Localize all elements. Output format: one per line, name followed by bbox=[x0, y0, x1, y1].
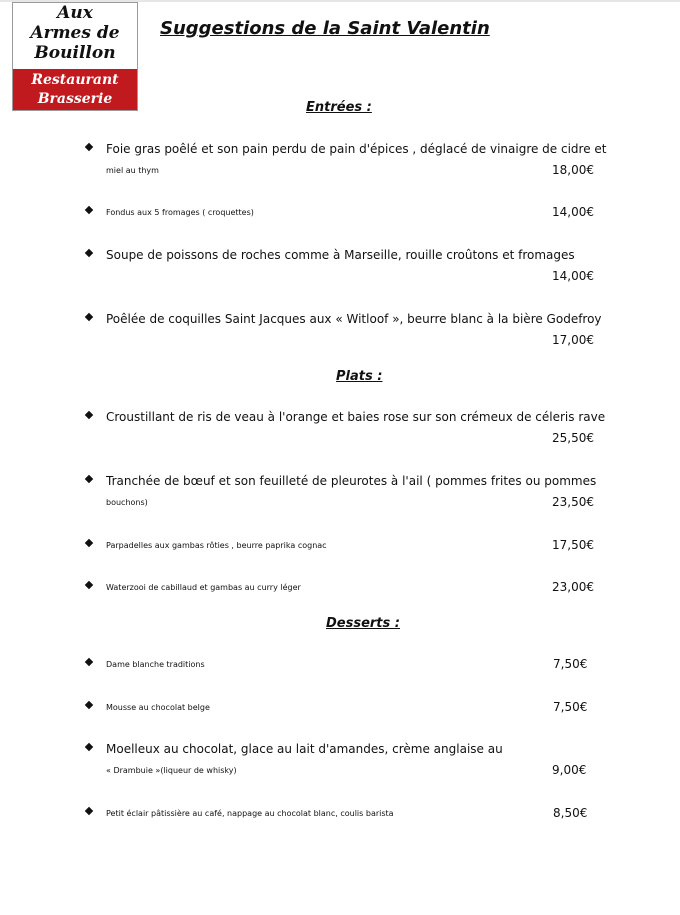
bullet-icon bbox=[85, 313, 93, 321]
item-price: 7,50€ bbox=[553, 700, 588, 714]
bullet-icon bbox=[85, 581, 93, 589]
bullet-icon bbox=[85, 658, 93, 666]
item-price: 9,00€ bbox=[552, 763, 587, 777]
logo-line: Bouillon bbox=[34, 43, 116, 63]
menu-item bbox=[86, 139, 626, 181]
logo-name bbox=[13, 3, 137, 67]
bullet-icon bbox=[85, 743, 93, 751]
section-heading-desserts: Desserts : bbox=[326, 616, 400, 631]
logo-line: Brasserie bbox=[37, 91, 113, 107]
bullet-icon bbox=[85, 143, 93, 151]
logo-line: Armes de bbox=[30, 23, 120, 43]
logo-line: Restaurant bbox=[31, 72, 119, 88]
item-description: Waterzooi de cabillaud et gambas au curry léger bbox=[106, 583, 301, 592]
item-description: Mousse au chocolat belge bbox=[106, 703, 210, 712]
item-description: Soupe de poissons de roches comme à Marseille, rouille croûtons et fromages bbox=[106, 248, 575, 262]
menu-item bbox=[86, 202, 626, 223]
menu-item bbox=[86, 654, 626, 675]
menu-item bbox=[86, 739, 626, 781]
logo-line: Aux bbox=[57, 3, 93, 23]
section-heading-entrees: Entrées : bbox=[306, 100, 372, 115]
bullet-icon bbox=[85, 411, 93, 419]
item-price: 14,00€ bbox=[552, 269, 594, 283]
logo-banner bbox=[13, 69, 137, 110]
item-price: 17,00€ bbox=[552, 333, 594, 347]
item-description: Foie gras poêlé et son pain perdu de pain d'épices , déglacé de vinaigre de cidre et bbox=[106, 142, 607, 156]
item-description: Parpadelles aux gambas rôties , beurre paprika cognac bbox=[106, 541, 327, 550]
item-description: Fondus aux 5 fromages ( croquettes) bbox=[106, 208, 254, 217]
bullet-icon bbox=[85, 701, 93, 709]
section-heading-plats: Plats : bbox=[336, 369, 383, 384]
item-description: Poêlée de coquilles Saint Jacques aux « Witloof », beurre blanc à la bière Godefroy bbox=[106, 312, 602, 326]
page-title: Suggestions de la Saint Valentin bbox=[160, 18, 490, 39]
item-price: 25,50€ bbox=[552, 431, 594, 445]
item-description-cont: miel au thym bbox=[106, 166, 159, 175]
item-description: Croustillant de ris de veau à l'orange et baies rose sur son crémeux de céleris rave bbox=[106, 410, 606, 424]
item-price: 18,00€ bbox=[552, 163, 594, 177]
bullet-icon bbox=[85, 249, 93, 257]
item-description-cont: bouchons) bbox=[106, 498, 148, 507]
item-description: Moelleux au chocolat, glace au lait d'amandes, crème anglaise au bbox=[106, 742, 503, 756]
restaurant-logo bbox=[12, 2, 138, 111]
item-price: 7,50€ bbox=[553, 657, 588, 671]
item-description: Dame blanche traditions bbox=[106, 660, 205, 669]
menu-item bbox=[86, 577, 626, 598]
bullet-icon bbox=[85, 206, 93, 214]
bullet-icon bbox=[85, 539, 93, 547]
menu-item bbox=[86, 407, 626, 449]
item-description-cont: « Drambuie »(liqueur de whisky) bbox=[106, 766, 237, 775]
menu-item bbox=[86, 471, 626, 513]
item-price: 23,00€ bbox=[552, 580, 594, 594]
item-price: 8,50€ bbox=[553, 806, 588, 820]
menu-item bbox=[86, 309, 626, 351]
menu-item bbox=[86, 697, 626, 718]
menu-item bbox=[86, 535, 626, 556]
item-description: Petit éclair pâtissière au café, nappage au chocolat blanc, coulis barista bbox=[106, 809, 394, 818]
item-description: Tranchée de bœuf et son feuilleté de pleurotes à l'ail ( pommes frites ou pommes bbox=[106, 474, 597, 488]
item-price: 14,00€ bbox=[552, 205, 594, 219]
menu-item bbox=[86, 803, 626, 824]
item-price: 17,50€ bbox=[552, 538, 594, 552]
item-price: 23,50€ bbox=[552, 495, 594, 509]
bullet-icon bbox=[85, 807, 93, 815]
menu-item bbox=[86, 245, 626, 287]
bullet-icon bbox=[85, 475, 93, 483]
